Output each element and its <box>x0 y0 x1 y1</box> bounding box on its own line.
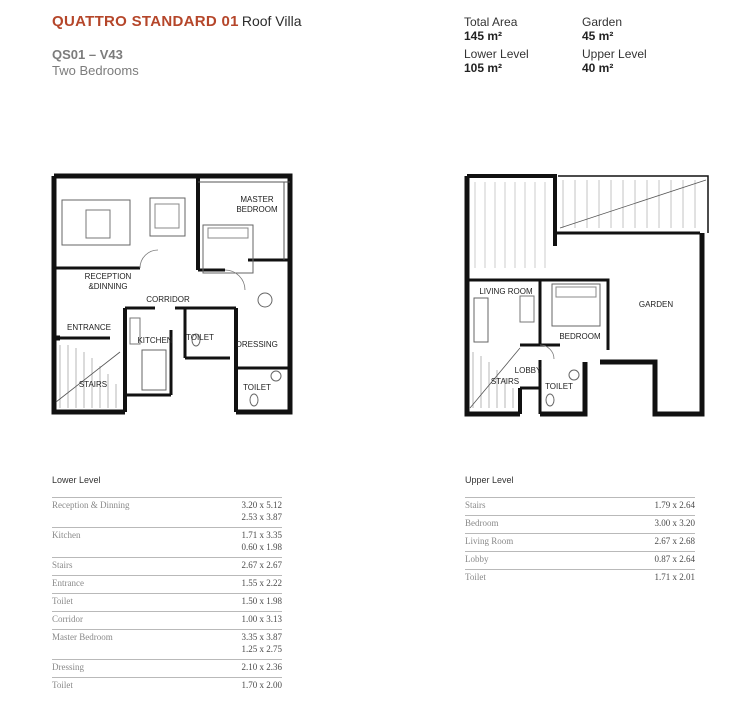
dimension-value: 1.00 x 3.13 <box>241 614 282 624</box>
room-name: Stairs <box>465 498 590 516</box>
room-dimensions <box>590 516 695 534</box>
dimension-value: 2.10 x 2.36 <box>241 662 282 672</box>
room-name: Reception & Dinning <box>52 498 203 528</box>
room-name: Toilet <box>465 570 590 588</box>
plan-label-kitchen: KITCHEN <box>137 336 173 345</box>
table-row <box>52 630 282 660</box>
table-row <box>52 498 282 528</box>
stat-value: 45 m² <box>582 29 614 43</box>
plan-label-living-room: LIVING ROOM <box>479 287 533 296</box>
room-dimensions <box>590 570 695 588</box>
brand-name: QUATTRO STANDARD 01 <box>52 13 239 30</box>
lower-table-title: Lower Level <box>52 475 101 485</box>
room-dimensions <box>590 552 695 570</box>
room-name: Bedroom <box>465 516 590 534</box>
stat-value: 105 m² <box>464 61 503 75</box>
plan-label-toilet-b: TOILET <box>243 383 271 392</box>
dimension-value: 3.20 x 5.12 <box>241 500 282 510</box>
upper-floor-plan <box>460 168 712 423</box>
table-row <box>52 576 282 594</box>
plan-label-bedroom: BEDROOM <box>236 205 278 214</box>
table-row <box>52 528 282 558</box>
stat-garden <box>582 15 622 43</box>
table-row <box>465 498 695 516</box>
room-dimensions <box>203 660 282 678</box>
room-dimensions <box>590 534 695 552</box>
plan-label-toilet: TOILET <box>545 382 573 391</box>
plan-label-garden: GARDEN <box>638 300 674 309</box>
lower-level-table <box>52 497 282 695</box>
table-row <box>52 678 282 696</box>
plan-label-corridor: CORRIDOR <box>146 295 190 304</box>
dimension-value: 2.67 x 2.68 <box>654 536 695 546</box>
plan-label-dinning: &DINNING <box>88 282 128 291</box>
table-row <box>465 570 695 588</box>
plan-label-entrance: ENTRANCE <box>66 323 112 332</box>
project-title <box>52 13 302 30</box>
dimension-value: 3.35 x 3.87 <box>241 632 282 642</box>
room-dimensions <box>590 498 695 516</box>
lower-floor-plan <box>40 168 300 423</box>
stat-total-area <box>464 15 517 43</box>
room-name: Toilet <box>52 678 203 696</box>
stat-label: Upper Level <box>582 47 647 61</box>
plan-label-master: MASTER <box>240 195 274 204</box>
stat-label: Garden <box>582 15 623 29</box>
stat-value: 40 m² <box>582 61 614 75</box>
unit-code: QS01 – V43 <box>52 47 123 62</box>
table-row <box>52 594 282 612</box>
plan-label-reception: RECEPTION <box>84 272 132 281</box>
dimension-value: 1.79 x 2.64 <box>654 500 695 510</box>
room-dimensions <box>203 558 282 576</box>
plan-label-stairs: STAIRS <box>78 380 108 389</box>
upper-table-title: Upper Level <box>465 475 514 485</box>
plan-label-bedroom: BEDROOM <box>559 332 601 341</box>
table-row <box>52 660 282 678</box>
table-row <box>52 558 282 576</box>
room-name: Stairs <box>52 558 203 576</box>
plan-label-lobby: LOBBY <box>514 366 542 375</box>
dimension-value: 0.87 x 2.64 <box>654 554 695 564</box>
room-dimensions <box>203 528 282 558</box>
room-name: Living Room <box>465 534 590 552</box>
dimension-value: 2.67 x 2.67 <box>241 560 282 570</box>
room-dimensions <box>203 630 282 660</box>
room-name: Lobby <box>465 552 590 570</box>
dimension-value: 1.71 x 3.35 <box>241 530 282 540</box>
dimension-value: 1.70 x 2.00 <box>241 680 282 690</box>
room-dimensions <box>203 612 282 630</box>
unit-type: Two Bedrooms <box>52 63 139 78</box>
table-row <box>52 612 282 630</box>
dimension-value: 3.00 x 3.20 <box>654 518 695 528</box>
room-dimensions <box>203 498 282 528</box>
table-row <box>465 516 695 534</box>
table-row <box>465 552 695 570</box>
plan-label-stairs: STAIRS <box>490 377 520 386</box>
table-row <box>465 534 695 552</box>
dimension-value: 1.55 x 2.22 <box>241 578 282 588</box>
upper-level-table <box>465 497 695 587</box>
stat-label: Total Area <box>464 15 518 29</box>
product-name: Roof Villa <box>241 13 302 29</box>
dimension-value: 0.60 x 1.98 <box>241 542 282 552</box>
stat-upper-level <box>582 47 647 75</box>
room-name: Entrance <box>52 576 203 594</box>
room-dimensions <box>203 594 282 612</box>
plan-label-toilet-a: TOILET <box>186 333 214 342</box>
room-name: Master Bedroom <box>52 630 203 660</box>
plan-label-dressing: DRESSING <box>236 340 278 349</box>
dimension-value: 1.50 x 1.98 <box>241 596 282 606</box>
room-name: Toilet <box>52 594 203 612</box>
room-name: Dressing <box>52 660 203 678</box>
room-name: Kitchen <box>52 528 203 558</box>
room-dimensions <box>203 576 282 594</box>
dimension-value: 1.25 x 2.75 <box>241 644 282 654</box>
dimension-value: 1.71 x 2.01 <box>654 572 695 582</box>
room-name: Corridor <box>52 612 203 630</box>
dimension-value: 2.53 x 3.87 <box>241 512 282 522</box>
room-dimensions <box>203 678 282 696</box>
stat-value: 145 m² <box>464 29 503 43</box>
stat-label: Lower Level <box>464 47 529 61</box>
stat-lower-level <box>464 47 529 75</box>
